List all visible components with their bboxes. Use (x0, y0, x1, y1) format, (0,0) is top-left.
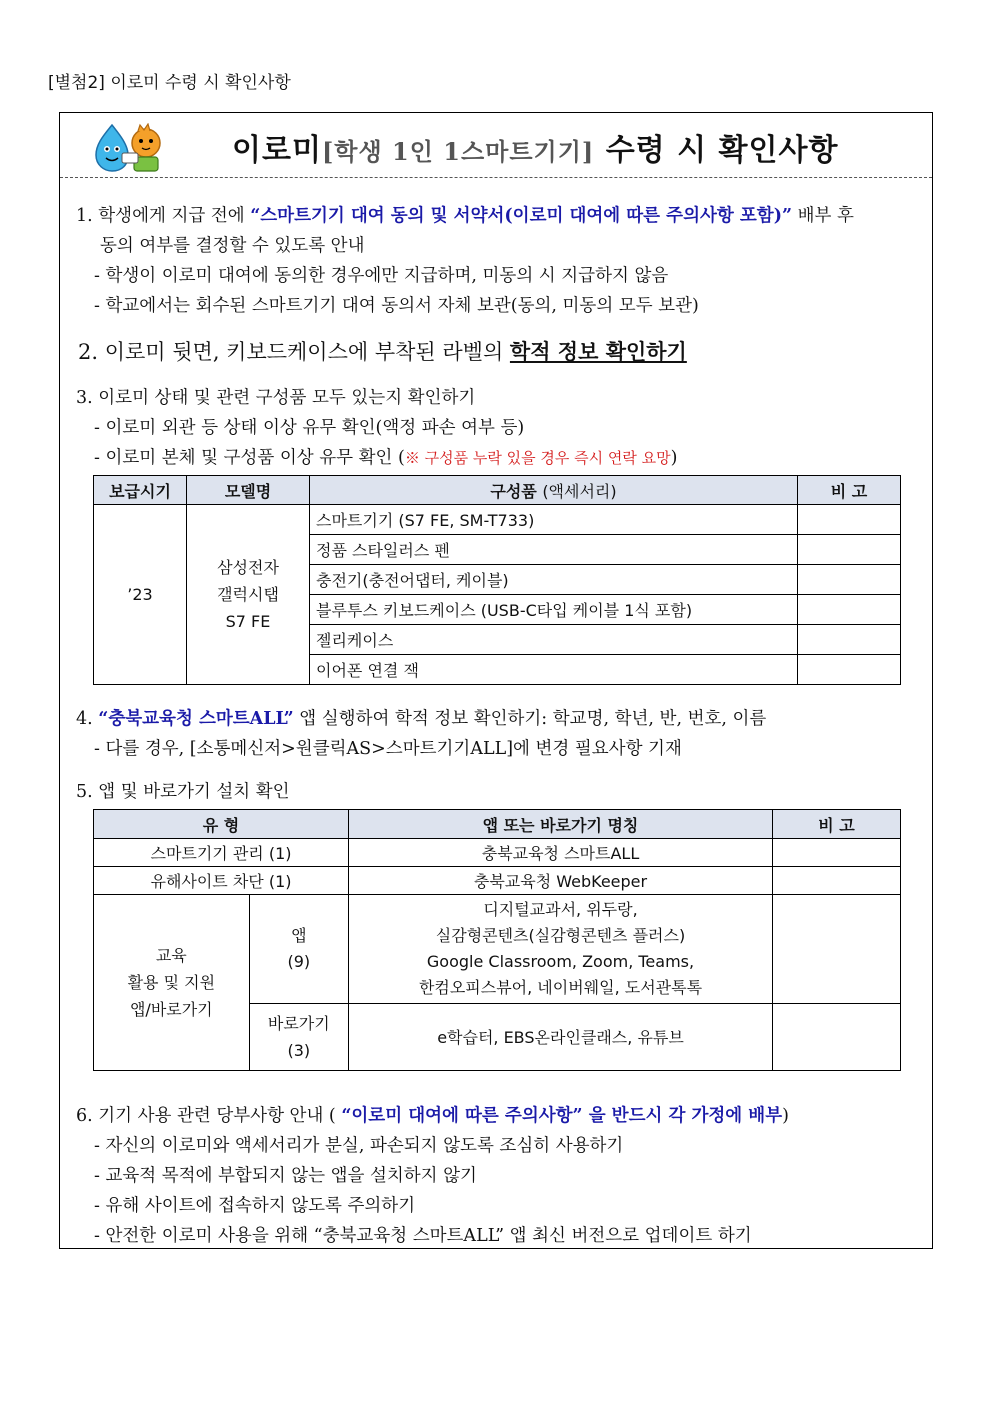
table-row (94, 505, 901, 535)
attachment-label: [별첨2] 이로미 수령 시 확인사항 (48, 73, 291, 93)
page-title (232, 125, 838, 169)
s6-bullet2: - 교육적 목적에 부합되지 않는 앱을 설치하지 않기 (94, 1166, 477, 1186)
th-components (310, 476, 798, 505)
cell-note (798, 565, 901, 595)
title-rest: 수령 시 확인사항 (594, 133, 839, 168)
th-components-sub: (액세서리) (542, 481, 617, 501)
group-line: 앱/바로가기 (129, 1000, 213, 1019)
title-main: 이로미 (232, 133, 322, 168)
table-row (94, 839, 901, 867)
cell-note (773, 1004, 901, 1071)
s1-line1-quote: “스마트기기 대여 동의 및 서약서(이로미 대여에 따른 주의사항 포함)” (250, 206, 793, 226)
s6-line1 (76, 1102, 789, 1127)
cell-year: ’23 (94, 505, 187, 685)
group-line: 교육 (155, 946, 187, 965)
cell-item: 젤리케이스 (310, 625, 798, 655)
cell-item: 충전기(충전어댑터, 케이블) (310, 565, 798, 595)
cell-shortcut-label (249, 1004, 348, 1071)
cell-note (798, 535, 901, 565)
cell-type: 유해사이트 차단 (1) (94, 867, 349, 895)
s6-bullet3: - 유해 사이트에 접속하지 않도록 주의하기 (94, 1196, 416, 1216)
cell-group (94, 895, 250, 1071)
shortcut-label-line: (3) (287, 1041, 311, 1060)
app-names-line: 실감형콘텐츠(실감형콘텐츠 플러스) (435, 926, 686, 945)
s4-line1 (76, 705, 766, 730)
components-table (93, 475, 901, 685)
cell-note (798, 595, 901, 625)
th-app-name: 앱 또는 바로가기 명칭 (349, 810, 773, 839)
s3-bullet1: - 이로미 외관 등 상태 이상 유무 확인(액정 파손 여부 등) (94, 418, 525, 438)
th-period: 보급시기 (94, 476, 187, 505)
model-line: S7 FE (225, 612, 271, 631)
cell-app: 충북교육청 스마트ALL (349, 839, 773, 867)
model-line: 삼성전자 (217, 558, 279, 577)
app-label-line: 앱 (291, 926, 307, 945)
table-row (94, 867, 901, 895)
cell-app: 충북교육청 WebKeeper (349, 867, 773, 895)
th-components-main: 구성품 (490, 481, 537, 501)
cell-note (798, 655, 901, 685)
model-line: 갤럭시탭 (217, 585, 279, 604)
title-bar (60, 113, 932, 178)
cell-item: 스마트기기 (S7 FE, SM-T733) (310, 505, 798, 535)
s6-prefix: 6. 기기 사용 관련 당부사항 안내 ( (76, 1106, 342, 1126)
s4-bullet1: - 다를 경우, [소통메신저>원클릭AS>스마트기기ALL]에 변경 필요사항 기재 (94, 739, 682, 759)
cell-item: 이어폰 연결 잭 (310, 655, 798, 685)
cell-note (773, 895, 901, 1004)
table-row (94, 895, 901, 1004)
s6-bullet1: - 자신의 이로미와 액세서리가 분실, 파손되지 않도록 조심히 사용하기 (94, 1136, 624, 1156)
s3-bullet2-prefix: - 이로미 본체 및 구성품 이상 유무 확인 ( (94, 448, 405, 468)
s1-line1 (76, 202, 854, 227)
s6-quote: “이로미 대여에 따른 주의사항” 을 반드시 각 가정에 배부 (341, 1106, 783, 1126)
s6-bullet4: - 안전한 이로미 사용을 위해 “충북교육청 스마트ALL” 앱 최신 버전으로 업데이트 하기 (94, 1226, 752, 1246)
group-line: 활용 및 지원 (127, 973, 216, 992)
cell-note (773, 839, 901, 867)
s3-bullet2-red: ※ 구성품 누락 있을 경우 즉시 연락 요망 (404, 449, 671, 467)
s4-prefix: 4. (76, 709, 99, 729)
cell-model (187, 505, 310, 685)
s5-line1: 5. 앱 및 바로가기 설치 확인 (76, 782, 290, 802)
th-note: 비 고 (798, 476, 901, 505)
s1-bullet1: - 학생이 이로미 대여에 동의한 경우에만 지급하며, 미동의 시 지급하지 않음 (94, 266, 669, 286)
cell-item: 정품 스타일러스 펜 (310, 535, 798, 565)
app-label-line: (9) (287, 952, 311, 971)
cell-type: 스마트기기 관리 (1) (94, 839, 349, 867)
cell-note (798, 625, 901, 655)
s1-line2: 동의 여부를 결정할 수 있도록 안내 (100, 236, 365, 256)
app-names-line: 디지털교과서, 위두랑, (483, 900, 638, 919)
s3-bullet2-suffix: ) (670, 448, 678, 468)
table-header-row (94, 476, 901, 505)
s4-quote: “충북교육청 스마트ALL” (98, 709, 294, 729)
s1-line1-suffix: 배부 후 (792, 206, 854, 226)
s2-line (78, 336, 687, 366)
s3-bullet2 (94, 444, 677, 469)
th-note: 비 고 (773, 810, 901, 839)
app-names-line: Google Classroom, Zoom, Teams, (426, 952, 695, 971)
shortcut-label-line: 바로가기 (267, 1014, 330, 1033)
s3-line1: 3. 이로미 상태 및 관련 구성품 모두 있는지 확인하기 (76, 388, 476, 408)
s4-suffix: 앱 실행하여 학적 정보 확인하기: 학교명, 학년, 반, 번호, 이름 (293, 709, 767, 729)
title-sub: [학생 1인 1스마트기기] (321, 137, 595, 166)
s2-prefix: 2. 이로미 뒷면, 키보드케이스에 부착된 라벨의 (78, 340, 510, 364)
cell-app-label (249, 895, 348, 1004)
cell-item: 블루투스 키보드케이스 (USB-C타입 케이블 1식 포함) (310, 595, 798, 625)
cell-note (798, 505, 901, 535)
s1-bullet2: - 학교에서는 회수된 스마트기기 대여 동의서 자체 보관(동의, 미동의 모두 보관) (94, 296, 699, 316)
cell-app-names (349, 895, 773, 1004)
cell-shortcut-names: e학습터, EBS온라인클래스, 유튜브 (349, 1004, 773, 1071)
s2-emph: 학적 정보 확인하기 (509, 339, 687, 364)
s1-line1-prefix: 1. 학생에게 지급 전에 (76, 206, 251, 226)
table-header-row (94, 810, 901, 839)
th-model: 모델명 (187, 476, 310, 505)
app-names-line: 한컴오피스뷰어, 네이버웨일, 도서관톡톡 (418, 978, 703, 997)
s6-suffix: ) (782, 1106, 789, 1126)
cell-note (773, 867, 901, 895)
apps-table (93, 809, 901, 1071)
th-type: 유 형 (94, 810, 349, 839)
mascot-character-icon (94, 123, 168, 173)
